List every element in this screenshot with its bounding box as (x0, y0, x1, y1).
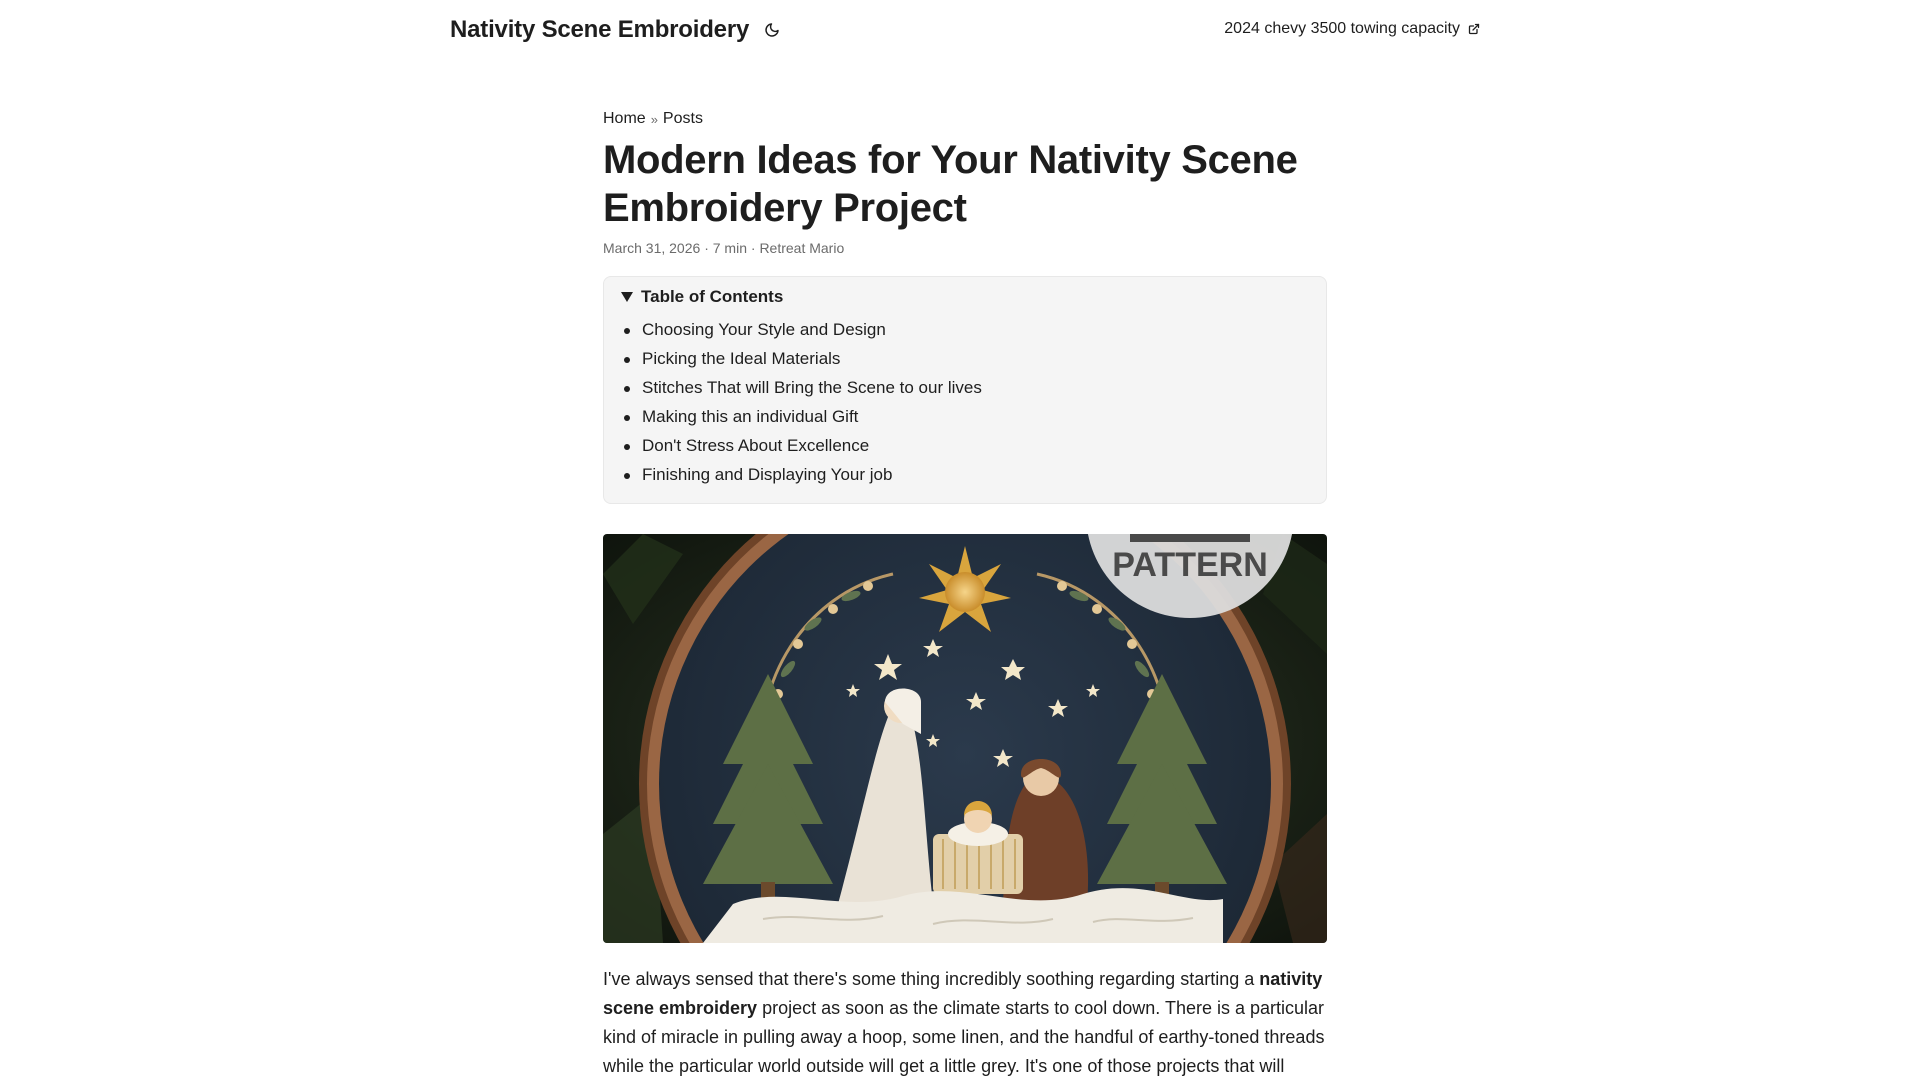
meta-separator: · (750, 240, 760, 256)
breadcrumb-separator: » (650, 111, 658, 127)
toc-link-finishing[interactable]: Finishing and Displaying Your job (642, 465, 893, 484)
toc-link-excellence[interactable]: Don't Stress About Excellence (642, 436, 870, 455)
cover-image (603, 534, 1327, 943)
toc-item (621, 460, 1310, 489)
post-read-time: 7 min (712, 240, 747, 256)
meta-separator: · (704, 240, 713, 256)
external-link-icon (1468, 23, 1480, 35)
breadcrumb-home-link[interactable]: Home (603, 110, 646, 127)
toc-list (621, 315, 1310, 489)
post-author: Retreat Mario (759, 240, 845, 256)
cover-badge-text: PATTERN (1112, 546, 1268, 584)
toc-toggle[interactable] (621, 287, 1310, 307)
nativity-embroidery-illustration (603, 534, 1327, 943)
intro-keyword: nativity scene embroidery (603, 969, 1323, 1018)
external-link[interactable] (1224, 20, 1480, 38)
triangle-down-icon (621, 292, 633, 302)
site-header (0, 0, 1920, 60)
breadcrumb-posts-link[interactable]: Posts (662, 110, 703, 127)
toc-item (621, 402, 1310, 431)
table-of-contents (603, 276, 1327, 504)
site-title[interactable]: Nativity Scene Embroidery (450, 16, 750, 43)
toc-link-gift[interactable]: Making this an individual Gift (642, 407, 859, 426)
toc-item (621, 344, 1310, 373)
breadcrumb (603, 110, 1327, 128)
toc-link-picking-materials[interactable]: Picking the Ideal Materials (642, 349, 841, 368)
external-link-text[interactable]: 2024 chevy 3500 towing capacity (1224, 20, 1460, 37)
intro-paragraph (603, 965, 1327, 1081)
toc-link-choosing-style[interactable]: Choosing Your Style and Design (642, 320, 886, 339)
site-logo-link[interactable] (450, 16, 783, 44)
toc-item (621, 431, 1310, 460)
post-meta (603, 240, 1327, 256)
post-date: March 31, 2026 (603, 240, 701, 256)
toc-item (621, 373, 1310, 402)
moon-icon (764, 22, 780, 38)
toc-summary-label: Table of Contents (641, 287, 784, 306)
theme-toggle-button[interactable] (761, 19, 783, 41)
intro-text-before: I've always sensed that there's some thing incredibly soothing regarding starting a (603, 969, 1260, 989)
toc-item (621, 315, 1310, 344)
intro-text-after: project as soon as the climate starts to cool down. There is a particular kind of miracle in pulling away a hoop, some linen, and the handful of earthy-toned threads while the particular world outside will get a little grey. It's one of those projects that will (603, 998, 1325, 1076)
toc-link-stitches[interactable]: Stitches That will Bring the Scene to our lives (642, 378, 982, 397)
post-main (603, 110, 1327, 1081)
post-title: Modern Ideas for Your Nativity Scene Embroidery Project (603, 138, 1298, 230)
